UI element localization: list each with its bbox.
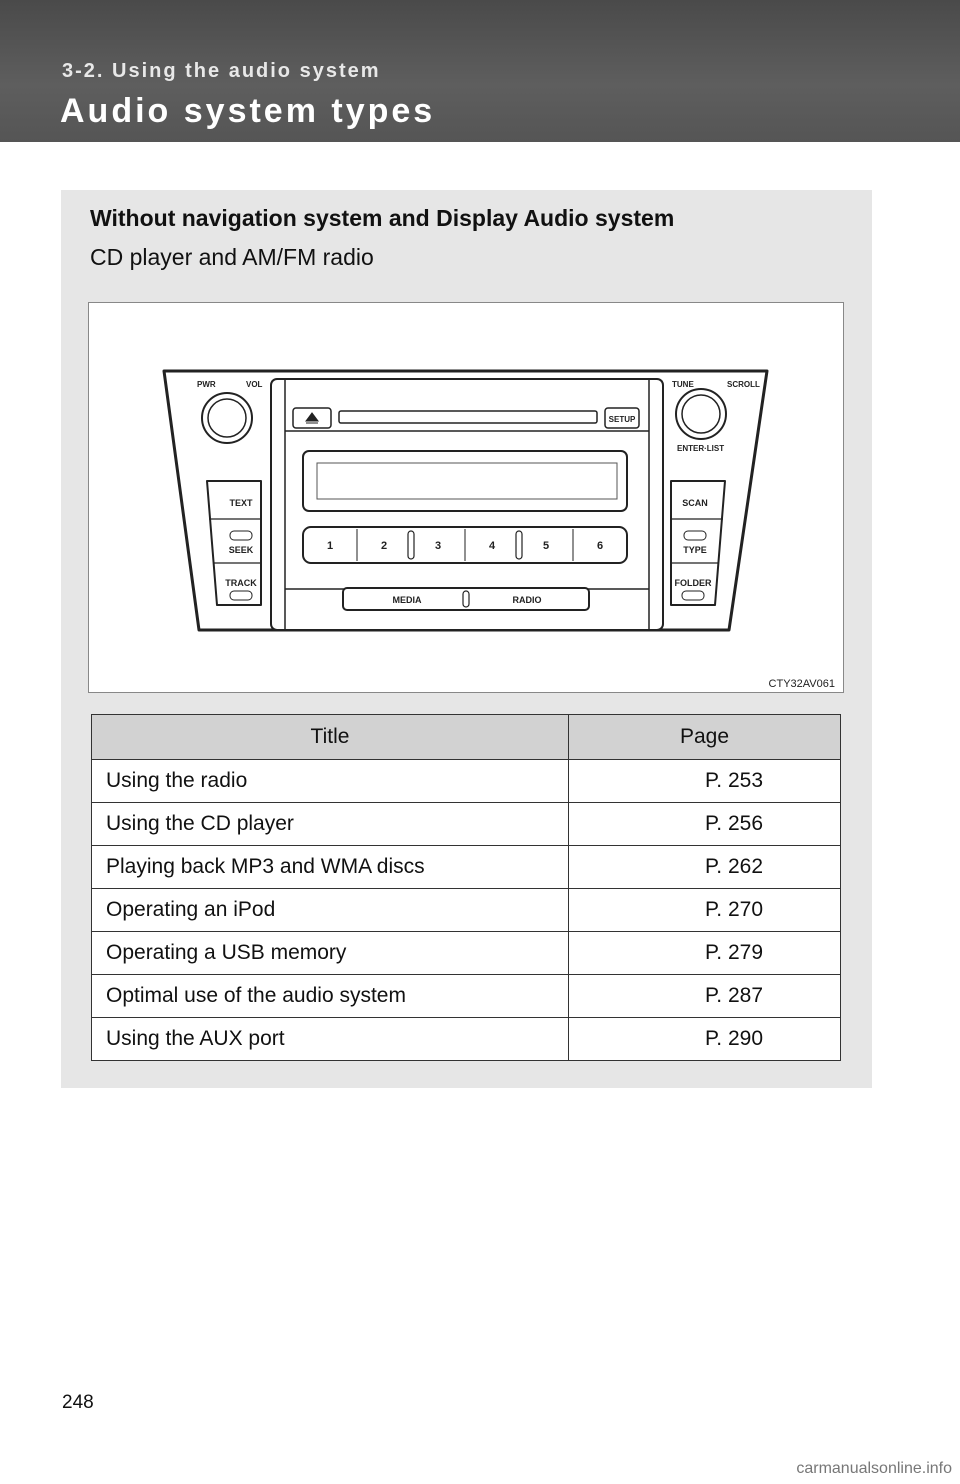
row-page[interactable]: P. 262	[569, 846, 841, 889]
row-title: Operating a USB memory	[92, 932, 569, 975]
pwr-label: PWR	[197, 380, 216, 389]
row-page[interactable]: P. 253	[569, 760, 841, 803]
preset-divider	[408, 531, 414, 559]
preset-button-3[interactable]: 3	[434, 540, 442, 552]
preset-button-6[interactable]: 6	[596, 540, 604, 552]
page-title: Audio system types	[60, 92, 436, 130]
tune-label: TUNE	[672, 380, 694, 389]
row-title: Playing back MP3 and WMA discs	[92, 846, 569, 889]
track-button[interactable]: TRACK	[225, 578, 257, 588]
row-page[interactable]: P. 270	[569, 889, 841, 932]
preset-button-5[interactable]: 5	[542, 540, 550, 552]
preset-button-1[interactable]: 1	[326, 540, 334, 552]
vol-label: VOL	[246, 380, 263, 389]
type-button[interactable]: TYPE	[683, 545, 707, 555]
table-header-row	[92, 715, 841, 760]
watermark: carmanualsonline.info	[796, 1460, 952, 1477]
table-row	[92, 803, 841, 846]
seek-button[interactable]: SEEK	[228, 545, 254, 555]
audio-unit-illustration	[88, 302, 844, 693]
panel-heading: Without navigation system and Display Audio system	[90, 205, 675, 231]
row-page[interactable]: P. 290	[569, 1018, 841, 1061]
preset-button-2[interactable]: 2	[380, 540, 388, 552]
column-header-page: Page	[569, 715, 841, 760]
preset-button-4[interactable]: 4	[488, 540, 496, 552]
row-title: Optimal use of the audio system	[92, 975, 569, 1018]
page-reference-table	[91, 714, 841, 1061]
row-page[interactable]: P. 287	[569, 975, 841, 1018]
scroll-label: SCROLL	[727, 380, 760, 389]
scan-button[interactable]: SCAN	[682, 498, 708, 508]
row-title: Using the AUX port	[92, 1018, 569, 1061]
page-number: 248	[62, 1392, 94, 1413]
section-label: 3-2. Using the audio system	[62, 60, 381, 82]
panel-subheading: CD player and AM/FM radio	[90, 244, 374, 270]
folder-button[interactable]: FOLDER	[674, 578, 712, 588]
figure-code: CTY32AV061	[768, 678, 835, 690]
display-inner	[317, 463, 617, 499]
table-row	[92, 932, 841, 975]
audio-unit-drawing	[89, 303, 845, 694]
setup-label: SETUP	[608, 415, 636, 424]
row-page[interactable]: P. 256	[569, 803, 841, 846]
column-header-title: Title	[92, 715, 569, 760]
table-row	[92, 1018, 841, 1061]
chapter-header	[0, 0, 960, 142]
table-row	[92, 846, 841, 889]
row-page[interactable]: P. 279	[569, 932, 841, 975]
table-row	[92, 889, 841, 932]
cd-slot	[339, 411, 597, 423]
text-button[interactable]: TEXT	[229, 498, 253, 508]
enter-list-label: ENTER·LIST	[677, 444, 725, 453]
row-title: Using the CD player	[92, 803, 569, 846]
row-title: Using the radio	[92, 760, 569, 803]
table-row	[92, 760, 841, 803]
row-title: Operating an iPod	[92, 889, 569, 932]
media-button[interactable]: MEDIA	[392, 595, 422, 605]
preset-divider	[516, 531, 522, 559]
radio-button[interactable]: RADIO	[512, 595, 542, 605]
table-row	[92, 975, 841, 1018]
